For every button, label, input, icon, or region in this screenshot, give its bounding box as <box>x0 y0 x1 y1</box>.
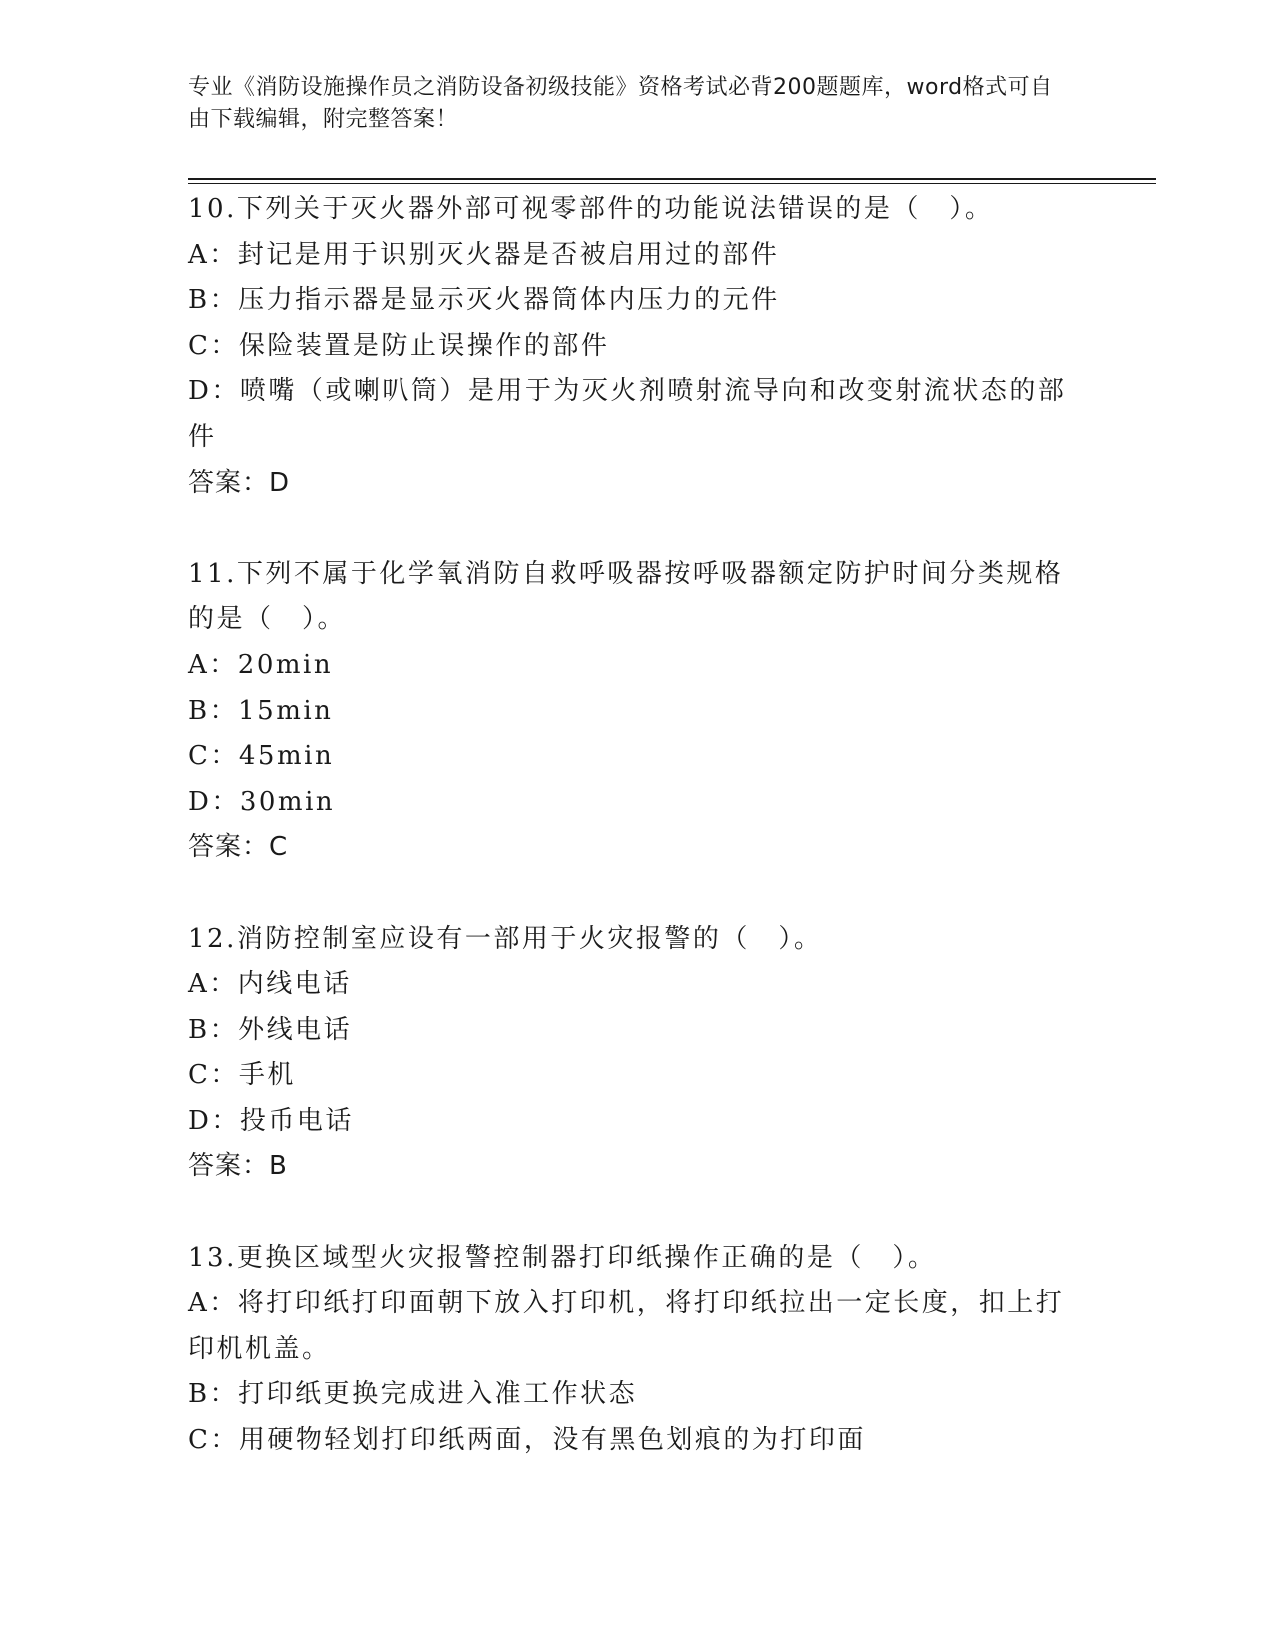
question-11 <box>188 552 1088 871</box>
document-header: 专业《消防设施操作员之消防设备初级技能》资格考试必背200题题库，word格式可自由下载编辑，附完整答案！ <box>188 75 1053 132</box>
option-a: A：内线电话 <box>188 969 352 1000</box>
option-d: D：30min <box>188 786 336 817</box>
option-a: A：将打印纸打印面朝下放入打印机，将打印纸拉出一定长度，扣上打印机机盖。 <box>188 1288 1065 1364</box>
option-c: C：用硬物轻划打印纸两面，没有黑色划痕的为打印面 <box>188 1425 866 1456</box>
option-a: A：封记是用于识别灭火器是否被启用过的部件 <box>188 239 780 270</box>
option-b: B：打印纸更换完成进入准工作状态 <box>188 1379 638 1410</box>
answer-line: 答案：C <box>188 832 289 863</box>
question-10 <box>188 187 1088 506</box>
answer-line: 答案：D <box>188 467 291 498</box>
question-stem: 12.消防控制室应设有一部用于火灾报警的（ ）。 <box>188 923 823 954</box>
question-13 <box>188 1236 1088 1464</box>
question-stem: 10.下列关于灭火器外部可视零部件的功能说法错误的是（ ）。 <box>188 194 994 224</box>
option-d: D：喷嘴（或喇叭筒）是用于为灭火剂喷射流导向和改变射流状态的部件 <box>188 376 1067 452</box>
header-divider-thick <box>188 178 1156 180</box>
option-c: C：45min <box>188 741 335 772</box>
question-12 <box>188 917 1088 1191</box>
option-c: C：手机 <box>188 1060 296 1091</box>
option-a: A：20min <box>188 649 334 680</box>
question-list <box>188 187 1088 1464</box>
answer-line: 答案：B <box>188 1151 288 1182</box>
option-c: C：保险装置是防止误操作的部件 <box>188 330 610 361</box>
header-divider-thin <box>188 183 1156 184</box>
option-d: D：投币电话 <box>188 1105 354 1136</box>
option-b: B：15min <box>188 695 334 726</box>
option-b: B：外线电话 <box>188 1014 353 1045</box>
question-stem: 13.更换区域型火灾报警控制器打印纸操作正确的是（ ）。 <box>188 1242 937 1273</box>
question-stem: 11.下列不属于化学氧消防自救呼吸器按呼吸器额定防护时间分类规格的是（ ）。 <box>188 558 1064 635</box>
option-b: B：压力指示器是显示灭火器筒体内压力的元件 <box>188 285 780 316</box>
